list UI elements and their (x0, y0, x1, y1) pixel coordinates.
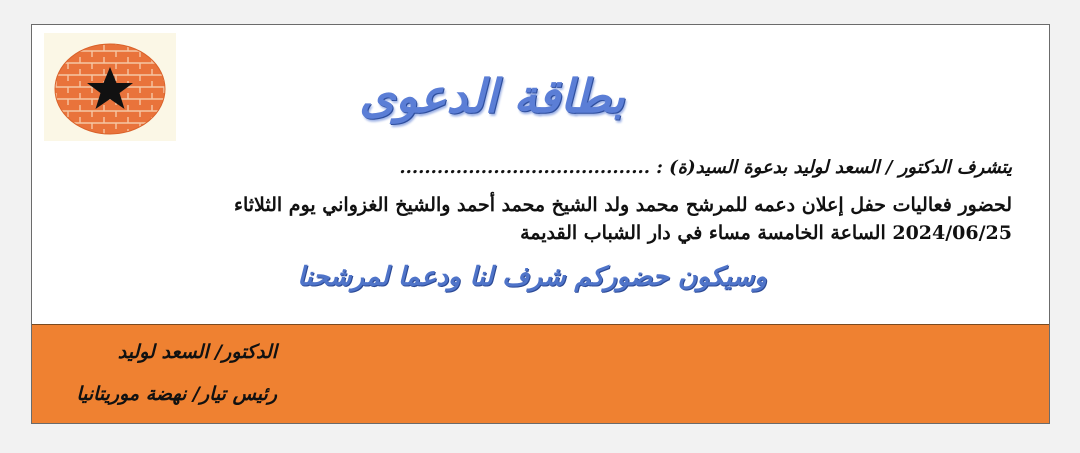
signature-footer (32, 324, 1050, 424)
event-details-line-2: 2024/06/25 الساعة الخامسة مساء في دار الشباب القديمة (520, 222, 1012, 244)
signer-name: الدكتور/ السعد لوليد (117, 341, 277, 363)
invitation-line: يتشرف الدكتور / السعد لوليد بدعوة السيد(ة) : ........................................ (399, 157, 1012, 178)
brick-star-icon (44, 33, 176, 141)
invitation-card (31, 24, 1050, 424)
card-title: بطاقة الدعوى (359, 69, 625, 123)
closing-line: وسيكون حضوركم شرف لنا ودعما لمرشحنا (297, 262, 767, 292)
event-details-line-1: لحضور فعاليات حفل إعلان دعمه للمرشح محمد ولد الشيخ محمد أحمد والشيخ الغزواني يوم الثلاثاء (234, 194, 1012, 216)
signer-title: رئيس تيار/ نهضة موريتانيا (76, 383, 277, 405)
event-details (72, 191, 1012, 247)
logo (44, 33, 176, 141)
